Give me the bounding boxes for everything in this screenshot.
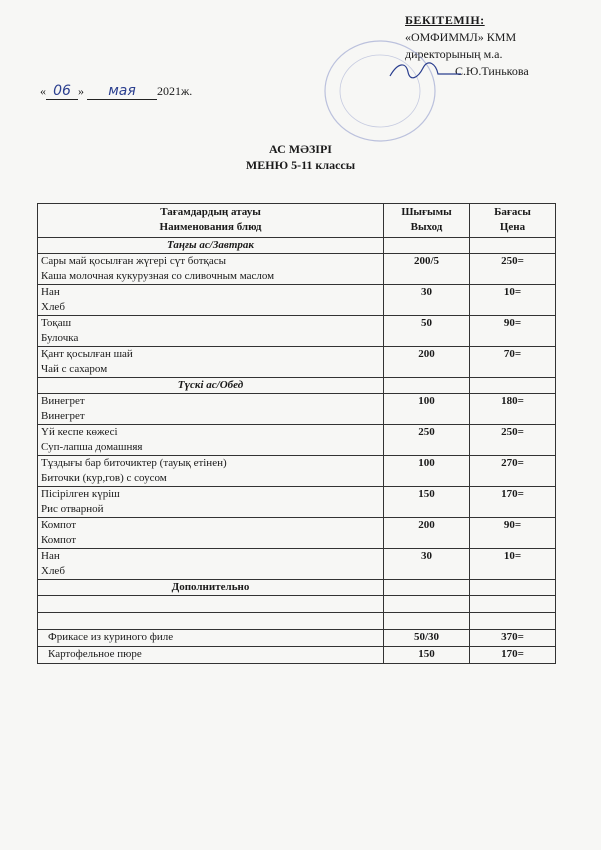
table-row [38,254,556,285]
dish-name-ru: Суп-лапша домашняя [41,441,143,453]
dish-output: 30 [384,549,470,580]
dish-output: 200/5 [384,254,470,285]
extra-dish-price: 170= [470,647,556,664]
dish-price: 270= [470,456,556,487]
dish-price: 90= [470,518,556,549]
dish-name [38,285,384,316]
dish-name-ru: Биточки (кур,гов) с соусом [41,472,167,484]
dish-name-kz: Компот [41,519,77,531]
dish-name-kz: Сары май қосылған жүгері сүт ботқасы [41,255,227,267]
table-row [38,394,556,425]
section-row [38,238,556,254]
dish-output: 150 [384,487,470,518]
table-row [38,630,556,647]
dish-name-kz: Пісірілген күріш [41,488,120,500]
dish-output: 30 [384,285,470,316]
section-breakfast: Таңғы ас/Завтрак [38,238,384,254]
approval-line-2: «ОМФИММЛ» КММ [405,30,517,44]
dish-name-kz: Үй кеспе көжесі [41,426,118,438]
table-row [38,285,556,316]
extra-dish-name: Картофельное пюре [38,647,384,664]
table-row [38,487,556,518]
dish-price: 250= [470,425,556,456]
section-row [38,378,556,394]
menu-table [37,203,556,664]
extra-dish-name: Фрикасе из куриного филе [38,630,384,647]
header-price [470,204,556,238]
blank-row [38,596,556,613]
date-quote-close: » [78,84,84,98]
menu-title-kz: АС МӘЗІРІ [269,142,332,156]
dish-name [38,456,384,487]
dish-price: 170= [470,487,556,518]
dish-price: 180= [470,394,556,425]
stamp-seal-icon [320,36,440,146]
dish-name [38,549,384,580]
dish-name-ru: Чай с сахаром [41,363,108,375]
dish-name-ru: Винегрет [41,410,85,422]
dish-name-kz: Тұздығы бар биточиктер (тауық етінен) [41,457,227,469]
header-output [384,204,470,238]
extra-dish-output: 50/30 [384,630,470,647]
header-price-ru: Цена [499,221,526,233]
extra-dish-output: 150 [384,647,470,664]
dish-name-ru: Хлеб [41,301,65,313]
table-row [38,456,556,487]
approval-line-1: БЕКІТЕМІН: [405,13,485,27]
signature-icon [388,60,463,82]
dish-name-kz: Тоқаш [41,317,72,329]
date-month: мая [87,83,157,100]
table-row [38,316,556,347]
dish-name-kz: Нан [41,286,60,298]
header-price-kz: Бағасы [494,206,531,218]
dish-output: 200 [384,347,470,378]
dish-price: 70= [470,347,556,378]
dish-price: 10= [470,285,556,316]
extra-dish-price: 370= [470,630,556,647]
section-extra: Дополнительно [38,580,384,596]
table-row [38,647,556,664]
table-row [38,549,556,580]
blank-row [38,613,556,630]
header-name-kz: Тағамдардың атауы [160,206,261,218]
table-header-row [38,204,556,238]
date-day: 06 [46,83,78,100]
dish-price: 90= [470,316,556,347]
dish-name-kz: Қант қосылған шай [41,348,133,360]
section-lunch: Түскі ас/Обед [38,378,384,394]
section-row [38,580,556,596]
dish-name [38,394,384,425]
header-output-kz: Шығымы [401,206,452,218]
dish-name-kz: Винегрет [41,395,85,407]
dish-output: 250 [384,425,470,456]
document-date [40,83,192,100]
dish-name [38,518,384,549]
table-row [38,425,556,456]
dish-output: 100 [384,456,470,487]
dish-name-ru: Булочка [41,332,79,344]
dish-name [38,487,384,518]
header-name-ru: Наименования блюд [159,221,262,233]
dish-name [38,254,384,285]
header-output-ru: Выход [410,221,443,233]
dish-output: 50 [384,316,470,347]
menu-title-ru: МЕНЮ 5-11 классы [245,158,356,172]
table-row [38,518,556,549]
dish-name-ru: Рис отварной [41,503,104,515]
dish-name-ru: Каша молочная кукурузная со сливочным маслом [41,270,275,282]
dish-name-ru: Компот [41,534,77,546]
dish-name-ru: Хлеб [41,565,65,577]
dish-name [38,347,384,378]
dish-output: 200 [384,518,470,549]
header-name [38,204,384,238]
dish-price: 250= [470,254,556,285]
table-row [38,347,556,378]
dish-price: 10= [470,549,556,580]
dish-name [38,316,384,347]
dish-output: 100 [384,394,470,425]
date-quote-open: « [40,84,46,98]
date-year: 2021ж. [157,84,193,98]
approval-line-3: директорының м.а. [405,47,503,61]
dish-name-kz: Нан [41,550,60,562]
approval-director-name: С.Ю.Тинькова [455,64,529,78]
dish-name [38,425,384,456]
